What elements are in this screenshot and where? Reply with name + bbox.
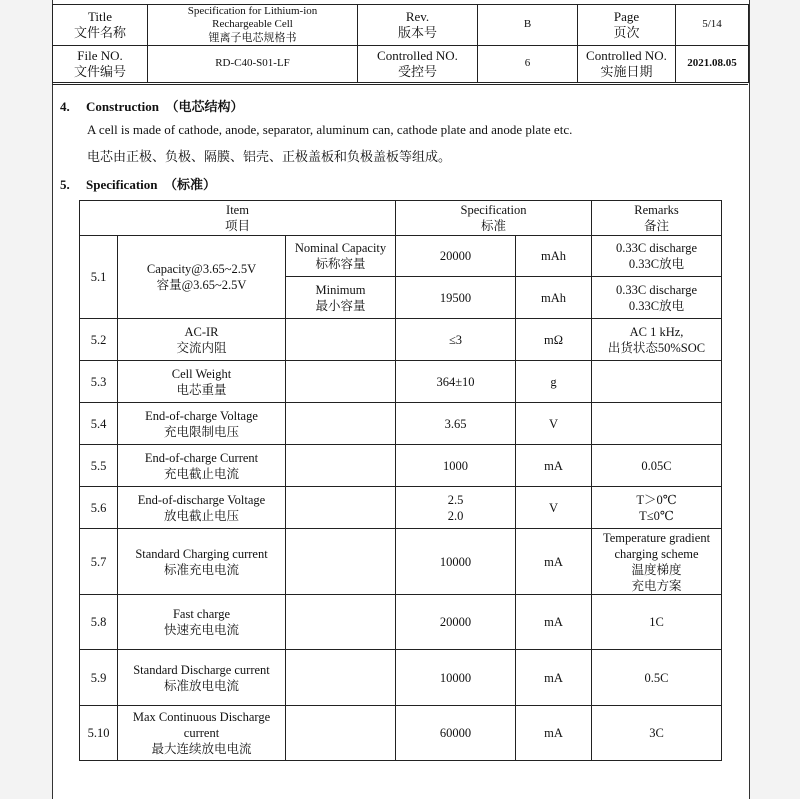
- table-header-row: [80, 201, 722, 236]
- item-name: End-of-charge Current 充电截止电流: [118, 445, 286, 487]
- table-row: [80, 445, 722, 487]
- document-title: Specification for Lithium-ion Rechargeable Cell 锂离子电芯规格书: [148, 5, 358, 46]
- remarks: 0.5C: [592, 650, 722, 706]
- file-label: File NO. 文件编号: [53, 46, 148, 83]
- table-row: [80, 361, 722, 403]
- document-header-table: [52, 4, 749, 83]
- spec-unit: mA: [516, 445, 592, 487]
- sub-item-name: Minimum 最小容量: [286, 277, 396, 319]
- row-number: 5.9: [80, 650, 118, 706]
- spec-value: 364±10: [396, 361, 516, 403]
- item-name: End-of-charge Voltage 充电限制电压: [118, 403, 286, 445]
- spec-unit: mA: [516, 706, 592, 761]
- title-label: Title 文件名称: [53, 5, 148, 46]
- spec-value: 10000: [396, 650, 516, 706]
- row-number: 5.7: [80, 529, 118, 595]
- table-row: [80, 595, 722, 650]
- header-item: Item 项目: [80, 201, 396, 236]
- row-number: 5.8: [80, 595, 118, 650]
- spec-unit: V: [516, 487, 592, 529]
- spec-unit: V: [516, 403, 592, 445]
- spec-unit: mA: [516, 529, 592, 595]
- table-row: [80, 706, 722, 761]
- implementation-date: 2021.08.05: [676, 46, 749, 83]
- spec-value: 19500: [396, 277, 516, 319]
- item-name: End-of-discharge Voltage 放电截止电压: [118, 487, 286, 529]
- item-name: Max Continuous Discharge current 最大连续放电电流: [118, 706, 286, 761]
- spec-unit: mA: [516, 595, 592, 650]
- sub-item-name: Nominal Capacity 标称容量: [286, 236, 396, 277]
- remarks: 0.33C discharge 0.33C放电: [592, 277, 722, 319]
- header-divider: [52, 84, 748, 85]
- spec-unit: mAh: [516, 236, 592, 277]
- page-label: Page 页次: [578, 5, 676, 46]
- spec-value: 2.5 2.0: [396, 487, 516, 529]
- row-number: 5.5: [80, 445, 118, 487]
- spec-value: ≤3: [396, 319, 516, 361]
- item-name: Standard Charging current 标准充电电流: [118, 529, 286, 595]
- construction-text-cn: 电芯由正极、负极、隔膜、铝壳、正极盖板和负极盖板等组成。: [87, 149, 452, 164]
- remarks: AC 1 kHz, 出货状态50%SOC: [592, 319, 722, 361]
- remarks: 3C: [592, 706, 722, 761]
- implementation-label: Controlled NO. 实施日期: [578, 46, 676, 83]
- header-specification: Specification 标准: [396, 201, 592, 236]
- specification-table: [79, 200, 722, 761]
- row-number: 5.6: [80, 487, 118, 529]
- header-remarks: Remarks 备注: [592, 201, 722, 236]
- table-row: [80, 487, 722, 529]
- table-row: [80, 403, 722, 445]
- spec-unit: mAh: [516, 277, 592, 319]
- table-row: [80, 236, 722, 277]
- controlled-number: 6: [478, 46, 578, 83]
- item-name: Capacity@3.65~2.5V 容量@3.65~2.5V: [118, 236, 286, 319]
- spec-value: 60000: [396, 706, 516, 761]
- remarks: Temperature gradient charging scheme 温度梯度 充电方案: [592, 529, 722, 595]
- spec-value: 1000: [396, 445, 516, 487]
- table-row: [80, 650, 722, 706]
- remarks: [592, 403, 722, 445]
- controlled-label: Controlled NO. 受控号: [358, 46, 478, 83]
- row-number: 5.4: [80, 403, 118, 445]
- file-number: RD-C40-S01-LF: [148, 46, 358, 83]
- construction-text-en: A cell is made of cathode, anode, separator, aluminum can, cathode plate and anode plate etc.: [87, 122, 573, 137]
- spec-unit: mΩ: [516, 319, 592, 361]
- page-value: 5/14: [676, 5, 749, 46]
- remarks: 0.33C discharge 0.33C放电: [592, 236, 722, 277]
- item-name: Standard Discharge current 标准放电电流: [118, 650, 286, 706]
- spec-unit: mA: [516, 650, 592, 706]
- spec-value: 20000: [396, 236, 516, 277]
- spec-unit: g: [516, 361, 592, 403]
- table-row: [80, 319, 722, 361]
- section-4-heading: 4. Construction （电芯结构）: [60, 99, 244, 114]
- item-name: Fast charge 快速充电电流: [118, 595, 286, 650]
- spec-value: 20000: [396, 595, 516, 650]
- remarks: [592, 361, 722, 403]
- item-name: AC-IR 交流内阻: [118, 319, 286, 361]
- row-number: 5.2: [80, 319, 118, 361]
- rev-label: Rev. 版本号: [358, 5, 478, 46]
- section-5-heading: 5. Specification （标准）: [60, 177, 217, 192]
- remarks: T＞0℃ T≤0℃: [592, 487, 722, 529]
- item-name: Cell Weight 电芯重量: [118, 361, 286, 403]
- row-number: 5.3: [80, 361, 118, 403]
- row-number: 5.10: [80, 706, 118, 761]
- remarks: 0.05C: [592, 445, 722, 487]
- spec-value: 10000: [396, 529, 516, 595]
- row-number: 5.1: [80, 236, 118, 319]
- table-row: [80, 529, 722, 595]
- rev-value: B: [478, 5, 578, 46]
- remarks: 1C: [592, 595, 722, 650]
- spec-value: 3.65: [396, 403, 516, 445]
